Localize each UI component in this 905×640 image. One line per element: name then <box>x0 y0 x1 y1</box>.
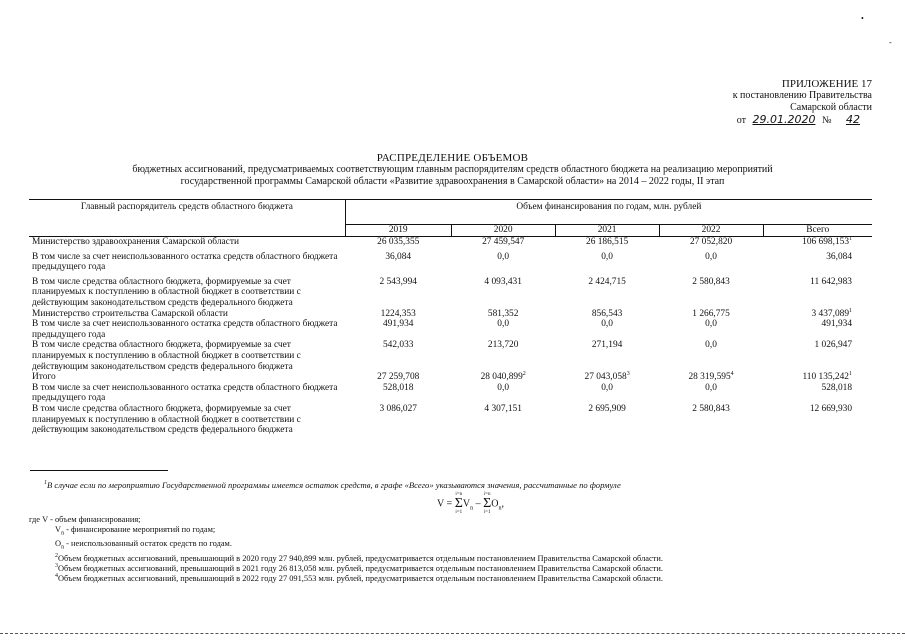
row-total-value <box>763 372 872 383</box>
appendix-block <box>733 78 872 127</box>
footnote-divider <box>30 470 168 471</box>
note-4-text: Объем бюджетных ассигнований, превышающий в 2022 году 27 091,553 млн. рублей, предусматривается отдельным постановлением Правительства Самарской области. <box>58 574 663 584</box>
row-year-value <box>451 248 555 273</box>
cell-value: 2 580,843 <box>692 403 730 414</box>
note-vn-symbol: V <box>55 525 62 535</box>
footnote-ref: 1 <box>849 371 852 378</box>
cell-value: 2 424,715 <box>588 276 626 287</box>
row-label: В том числе за счет неиспользованного остатка средств областного бюджета предыдущего года <box>32 251 338 273</box>
row-year-value <box>659 237 763 248</box>
cell-value: 0,0 <box>601 319 613 330</box>
cell-value: 856,543 <box>591 308 623 319</box>
header-funding-group: Объем финансирования по годам, млн. рублей <box>345 200 872 225</box>
row-year-value <box>659 319 763 340</box>
row-label: В том числе за счет неиспользованного остатка средств областного бюджета предыдущего года <box>32 382 338 404</box>
note-vn-text: - финансирование мероприятий по годам; <box>64 525 216 535</box>
header-total: Всего <box>763 225 872 237</box>
cell-value: 0,0 <box>705 251 717 262</box>
cell-value: 4 307,151 <box>484 403 522 414</box>
row-label: Министерство строительства Самарской области <box>32 308 228 319</box>
footnote-ref: 1 <box>849 236 852 242</box>
cell-value: 12 669,930 <box>809 403 852 414</box>
document-heading <box>0 152 905 188</box>
sum-lower-limit: i=1 <box>483 510 491 515</box>
note-on <box>29 539 663 553</box>
note-on-symbol: O <box>55 539 62 549</box>
cell-value: 491,934 <box>821 319 852 330</box>
cell-value: 528,018 <box>821 382 852 393</box>
row-year-value <box>345 248 451 273</box>
cell-value: 491,934 <box>382 319 414 330</box>
row-year-value <box>345 404 451 436</box>
footnote-ref: 4 <box>730 371 734 378</box>
row-total-value <box>763 273 872 309</box>
note-vn-sub: n <box>61 531 65 538</box>
header-main-column: Главный распорядитель средств областного бюджета <box>29 200 345 237</box>
heading-line1: бюджетных ассигнований, предусматриваемых соответствующим главным распорядителям средств областного бюджета на реализацию мероприятий <box>132 164 773 175</box>
header-year: 2021 <box>555 225 659 237</box>
row-total-value <box>763 237 872 248</box>
footnote-1 <box>44 480 621 490</box>
note-2 <box>29 554 663 564</box>
row-label: Министерство здравоохранения Самарской области <box>32 237 239 247</box>
formula-term-v: V <box>462 498 471 510</box>
row-total-value <box>763 404 872 436</box>
cell-value: 0,0 <box>601 382 613 393</box>
formula <box>437 492 504 516</box>
row-label: В том числе за счет неиспользованного остатка средств областного бюджета предыдущего года <box>32 319 338 340</box>
table-row <box>29 340 872 372</box>
cell-value: 2 580,843 <box>692 276 730 287</box>
row-year-value <box>451 383 555 404</box>
formula-term-v-sub: n <box>470 505 474 512</box>
cell-value: 2 543,994 <box>379 276 417 287</box>
cell-value: 1224,353 <box>380 308 416 319</box>
budget-table <box>29 199 872 436</box>
row-year-value <box>345 383 451 404</box>
row-year-value <box>345 372 451 383</box>
appendix-line1: к постановлению Правительства <box>732 90 872 101</box>
note-2-number: 2 <box>55 552 58 559</box>
row-year-value <box>345 273 451 309</box>
row-year-value <box>451 237 555 248</box>
row-year-value <box>555 309 659 320</box>
note-4 <box>29 574 663 584</box>
row-year-value <box>659 273 763 309</box>
row-year-value <box>659 383 763 404</box>
row-year-value <box>555 404 659 436</box>
row-year-value <box>555 340 659 372</box>
row-year-value <box>451 372 555 383</box>
row-year-value <box>659 309 763 320</box>
cell-value: 11 642,983 <box>810 276 852 287</box>
cell-value: 36,084 <box>385 251 412 262</box>
row-total-value <box>763 309 872 320</box>
formula-minus: – <box>473 498 484 510</box>
cell-value: 26 035,355 <box>377 237 420 247</box>
sum-symbol-1 <box>455 492 463 516</box>
scan-dash: - <box>889 38 892 47</box>
table-row <box>29 248 872 273</box>
table-row <box>29 273 872 309</box>
appendix-title: ПРИЛОЖЕНИЕ 17 <box>781 78 872 90</box>
row-year-value <box>345 309 451 320</box>
handwritten-date: 29.01.2020 <box>752 113 816 126</box>
row-year-value <box>345 237 451 248</box>
row-year-value <box>451 404 555 436</box>
note-3-number: 3 <box>55 562 58 569</box>
cell-value: 271,194 <box>591 340 623 351</box>
cell-value: 27 459,547 <box>482 237 525 247</box>
cell-value: 27 043,058 <box>584 372 627 383</box>
row-label: В том числе средства областного бюджета, формируемые за счет планируемых к поступлению в областной бюджет в соответствии с действующим законодательством средств федерального бюджета <box>32 276 301 308</box>
cell-value: 0,0 <box>705 319 717 330</box>
row-year-value <box>555 319 659 340</box>
table-body <box>29 237 872 436</box>
row-year-value <box>555 383 659 404</box>
cell-value: 4 093,431 <box>484 276 522 287</box>
sigma-glyph: Σ <box>454 496 463 511</box>
footnote-ref: 3 <box>626 371 630 378</box>
table-row <box>29 372 872 383</box>
cell-value: 0,0 <box>497 382 510 393</box>
table-row <box>29 237 872 248</box>
row-total-value <box>763 248 872 273</box>
cell-value: 27 052,820 <box>689 237 733 247</box>
formula-lhs: V = <box>437 498 455 510</box>
cell-value: 581,352 <box>487 308 519 319</box>
cell-value: 528,018 <box>382 382 414 393</box>
scan-edge-line <box>0 633 905 634</box>
cell-value: 28 319,595 <box>688 372 731 383</box>
table-row <box>29 404 872 436</box>
note-where: где V - объем финансирования; <box>29 515 141 524</box>
row-year-value <box>451 340 555 372</box>
sum-lower-limit: i=1 <box>455 510 463 515</box>
table-row <box>29 383 872 404</box>
row-label: В том числе средства областного бюджета, формируемые за счет планируемых к поступлению в областной бюджет в соответствии с действующим законодательством средств федерального бюджета <box>32 403 301 436</box>
formula-term-o: O <box>491 498 499 510</box>
cell-value: 0,0 <box>705 382 717 393</box>
footnote-text: В случае если по мероприятию Государственной программы имеется остаток средств, в графе «Всего» указываются значения, рассчитанные по формуле <box>47 480 621 490</box>
row-year-value <box>555 248 659 273</box>
cell-value: 110 135,242 <box>802 372 849 383</box>
handwritten-number: 42 <box>846 113 860 126</box>
row-total-value <box>763 383 872 404</box>
note-vn <box>29 525 663 539</box>
cell-value: 3 086,027 <box>379 403 417 414</box>
note-4-number: 4 <box>55 573 58 580</box>
row-year-value <box>451 273 555 309</box>
row-year-value <box>659 340 763 372</box>
cell-value: 28 040,899 <box>480 372 523 383</box>
notes-block <box>29 515 663 585</box>
row-year-value <box>555 237 659 248</box>
cell-value: 106 698,153 <box>802 237 849 247</box>
date-prefix: от <box>736 115 746 126</box>
appendix-line2: Самарской области <box>790 102 872 113</box>
heading-title: РАСПРЕДЕЛЕНИЕ ОБЪЕМОВ <box>376 152 529 164</box>
cell-value: 0,0 <box>497 319 510 330</box>
row-year-value <box>451 319 555 340</box>
row-year-value <box>555 372 659 383</box>
cell-value: 1 026,947 <box>814 340 852 351</box>
cell-value: 3 437,089 <box>811 308 849 319</box>
row-year-value <box>659 404 763 436</box>
cell-value: 0,0 <box>601 251 613 262</box>
cell-value: 36,084 <box>826 251 852 262</box>
note-3-text: Объем бюджетных ассигнований, превышающий в 2021 году 26 813,058 млн. рублей, предусматривается отдельным постановлением Правительства Самарской области. <box>58 563 663 573</box>
row-label: В том числе средства областного бюджета, формируемые за счет планируемых к поступлению в областной бюджет в соответствии с действующим законодательством средств федерального бюджета <box>32 340 301 372</box>
number-prefix: № <box>821 115 832 126</box>
row-year-value <box>345 340 451 372</box>
cell-value: 1 266,775 <box>692 308 730 319</box>
cell-value: 26 186,515 <box>586 237 629 247</box>
cell-value: 2 695,909 <box>588 403 626 414</box>
cell-value: 27 259,708 <box>377 372 420 383</box>
table-row <box>29 309 872 320</box>
footnote-ref: 1 <box>849 307 852 314</box>
heading-line2: государственной программы Самарской области «Развитие здравоохранения в Самарской области» на 2014 – 2022 годы, II этап <box>180 176 725 187</box>
cell-value: 542,033 <box>382 340 414 351</box>
header-year: 2022 <box>659 225 763 237</box>
row-year-value <box>555 273 659 309</box>
footnote-number: 1 <box>44 480 47 486</box>
footnote-ref: 2 <box>522 371 526 378</box>
note-on-sub: n <box>61 545 65 552</box>
note-3 <box>29 564 663 574</box>
header-year: 2020 <box>451 225 555 237</box>
row-total-value <box>763 319 872 340</box>
row-total-value <box>763 340 872 372</box>
cell-value: 0,0 <box>705 340 717 351</box>
cell-value: 0,0 <box>497 251 510 262</box>
row-year-value <box>345 319 451 340</box>
row-year-value <box>451 309 555 320</box>
cell-value: 213,720 <box>487 340 519 351</box>
sigma-glyph: Σ <box>483 496 492 511</box>
note-on-text: - неиспользованный остаток средств по годам. <box>64 539 232 549</box>
formula-term-o-sub: n <box>498 505 502 512</box>
header-year: 2019 <box>345 225 451 237</box>
row-label: Итого <box>32 372 56 383</box>
sum-symbol-2 <box>483 492 491 516</box>
row-year-value <box>659 248 763 273</box>
sum-upper-limit: i=n <box>483 492 491 497</box>
row-year-value <box>659 372 763 383</box>
table-row <box>29 319 872 340</box>
note-2-text: Объем бюджетных ассигнований, превышающий в 2020 году 27 940,899 млн. рублей, предусматривается отдельным постановлением Правительства Самарской области. <box>58 553 663 563</box>
sum-upper-limit: i=n <box>455 492 463 497</box>
formula-tail: , <box>501 498 504 510</box>
scan-dot: • <box>861 14 864 23</box>
appendix-date-line <box>733 114 872 127</box>
